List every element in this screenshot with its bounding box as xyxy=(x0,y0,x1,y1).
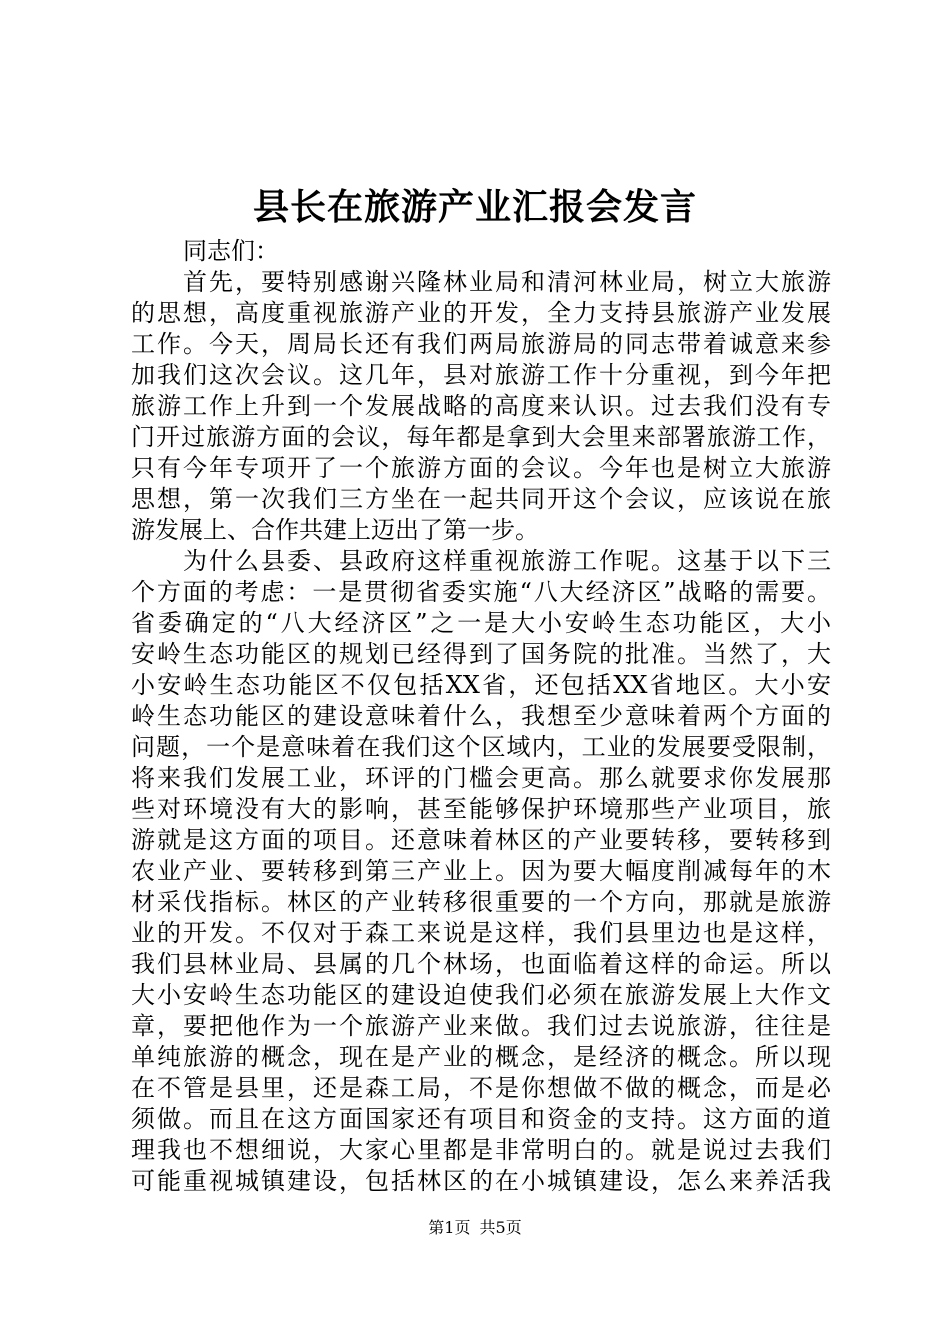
body-line: 我们县林业局、县属的几个林场，也面临着这样的命运。所以 xyxy=(131,950,831,978)
salutation-line: 同志们： xyxy=(183,237,279,265)
body-line: 岭生态功能区的建设意味着什么，我想至少意味着两个方面的 xyxy=(131,702,831,730)
body-line: 须做。而且在这方面国家还有项目和资金的支持。这方面的道 xyxy=(131,1105,831,1133)
body-line: 问题，一个是意味着在我们这个区域内，工业的发展要受限制， xyxy=(131,733,831,761)
body-line: 将来我们发展工业，环评的门槛会更高。那么就要求你发展那 xyxy=(131,764,831,792)
body-line: 安岭生态功能区的规划已经得到了国务院的批准。当然了，大 xyxy=(131,640,831,668)
document-body xyxy=(131,236,831,1197)
body-line: 在不管是县里，还是森工局，不是你想做不做的概念，而是必 xyxy=(131,1074,831,1102)
body-line: 游就是这方面的项目。还意味着林区的产业要转移，要转移到 xyxy=(131,826,831,854)
body-line: 为什么县委、县政府这样重视旅游工作呢。这基于以下三 xyxy=(183,547,831,575)
body-line: 首先，要特别感谢兴隆林业局和清河林业局，树立大旅游 xyxy=(183,268,831,296)
body-line: 门开过旅游方面的会议，每年都是拿到大会里来部署旅游工作， xyxy=(131,423,831,451)
body-line: 可能重视城镇建设，包括林区的在小城镇建设，怎么来养活我 xyxy=(131,1167,831,1195)
body-line: 理我也不想细说，大家心里都是非常明白的。就是说过去我们 xyxy=(131,1136,831,1164)
body-line: 农业产业、要转移到第三产业上。因为要大幅度削减每年的木 xyxy=(131,857,831,885)
body-line: 游发展上、合作共建上迈出了第一步。 xyxy=(131,516,539,544)
document-title: 县长在旅游产业汇报会发言 xyxy=(252,186,697,228)
body-line: 省委确定的“八大经济区”之一是大小安岭生态功能区，大小 xyxy=(131,609,831,637)
body-line: 思想，第一次我们三方坐在一起共同开这个会议，应该说在旅 xyxy=(131,485,831,513)
body-line: 章，要把他作为一个旅游产业来做。我们过去说旅游，往往是 xyxy=(131,1012,831,1040)
body-line: 单纯旅游的概念，现在是产业的概念，是经济的概念。所以现 xyxy=(131,1043,831,1071)
body-line: 工作。今天，周局长还有我们两局旅游局的同志带着诚意来参 xyxy=(131,330,831,358)
body-line: 些对环境没有大的影响，甚至能够保护环境那些产业项目，旅 xyxy=(131,795,831,823)
body-line: 大小安岭生态功能区的建设迫使我们必须在旅游发展上大作文 xyxy=(131,981,831,1009)
body-line: 小安岭生态功能区不仅包括XX省，还包括XX省地区。大小安 xyxy=(131,671,831,699)
body-line: 个方面的考虑：一是贯彻省委实施“八大经济区”战略的需要。 xyxy=(131,578,831,606)
body-line: 材采伐指标。林区的产业转移很重要的一个方向，那就是旅游 xyxy=(131,888,831,916)
body-line: 的思想，高度重视旅游产业的开发，全力支持县旅游产业发展 xyxy=(131,299,831,327)
body-line: 旅游工作上升到一个发展战略的高度来认识。过去我们没有专 xyxy=(131,392,831,420)
page-footer: 第1页 共5页 xyxy=(428,1218,522,1237)
body-line: 业的开发。不仅对于森工来说是这样，我们县里边也是这样， xyxy=(131,919,831,947)
body-line: 加我们这次会议。这几年，县对旅游工作十分重视，到今年把 xyxy=(131,361,831,389)
body-line: 只有今年专项开了一个旅游方面的会议。今年也是树立大旅游 xyxy=(131,454,831,482)
